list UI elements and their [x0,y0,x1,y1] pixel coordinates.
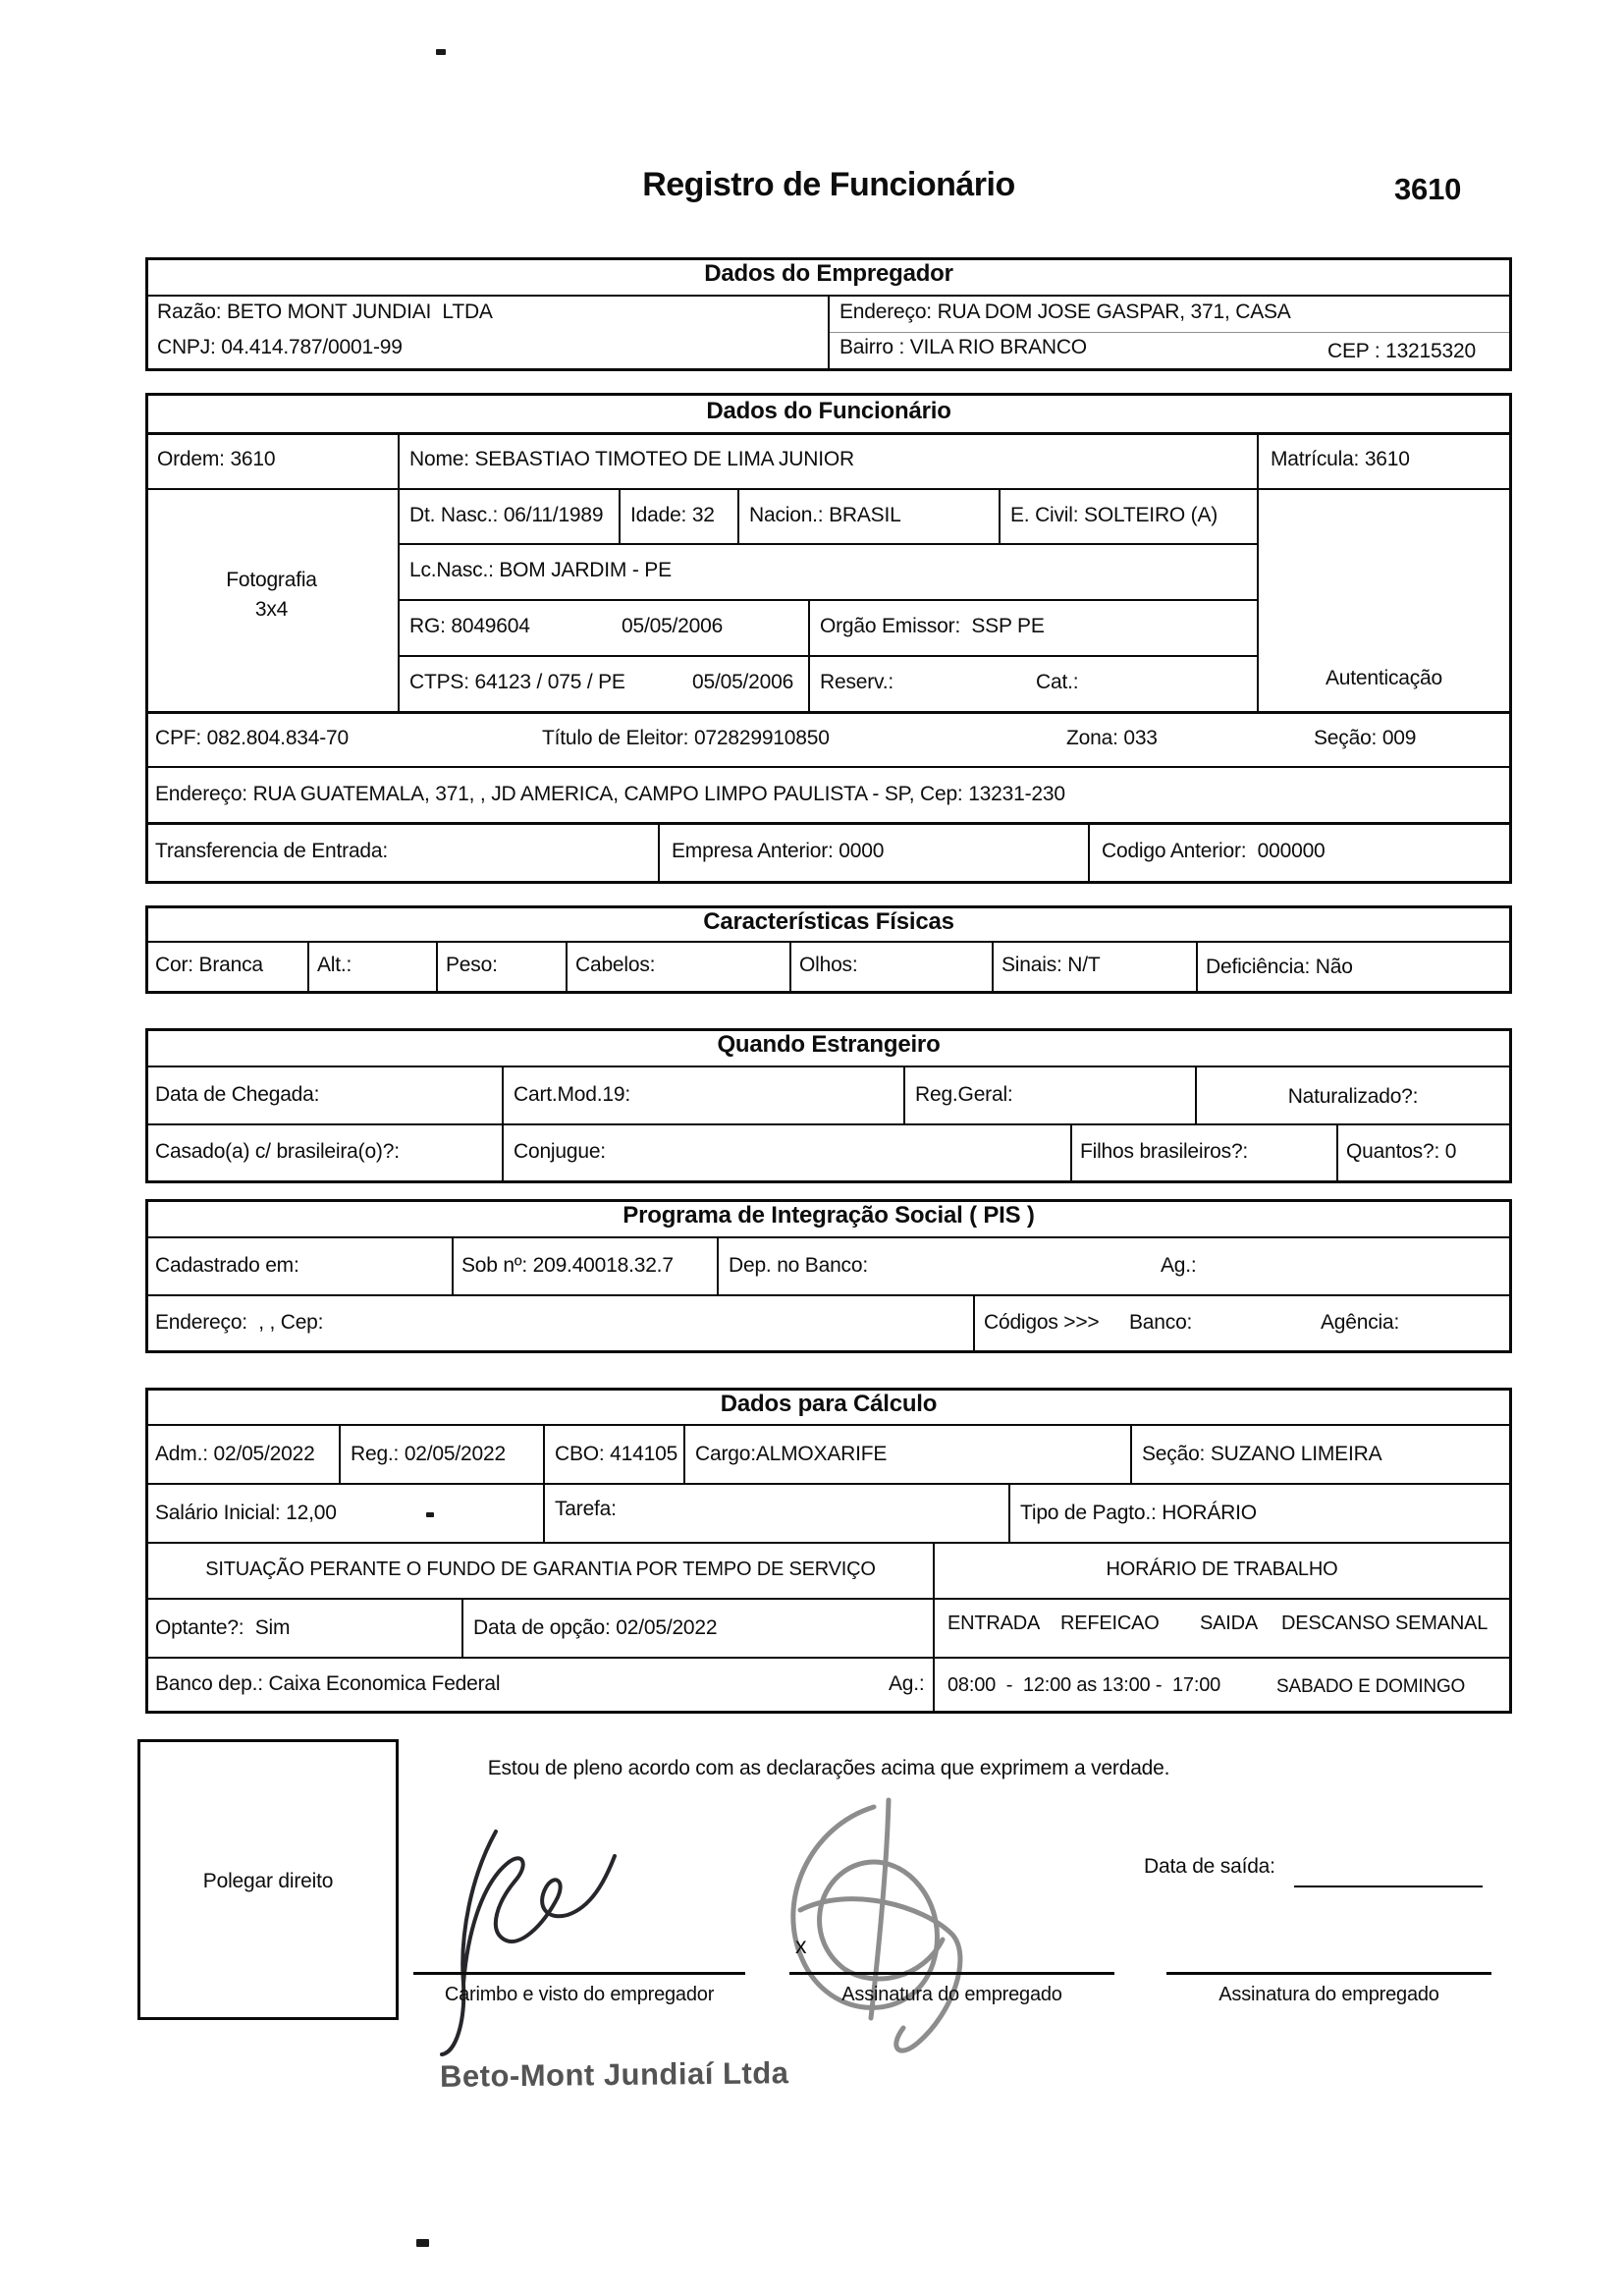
funcionario-transferencia: Transferencia de Entrada: [155,840,389,862]
estrangeiro-conjugue: Conjugue: [514,1140,606,1163]
page-title: Registro de Funcionário [642,166,1015,203]
grid-line [808,599,810,711]
carimbo-label: Carimbo e visto do empregador [444,1984,715,2005]
grid-line [145,1483,1512,1485]
estrangeiro-casado: Casado(a) c/ brasileira(o)?: [155,1140,400,1163]
pis-agencia: Agência: [1321,1311,1400,1334]
horario-trabalho-header: HORÁRIO DE TRABALHO [1106,1558,1338,1580]
grid-line [145,1066,1512,1067]
grid-line [658,822,660,881]
x-mark: x [795,1933,807,1958]
funcionario-titulo-eleitor: Título de Eleitor: 072829910850 [542,727,830,749]
grid-line [717,1236,719,1296]
calculo-cbo: CBO: 414105 [555,1443,678,1465]
funcionario-ctps-data: 05/05/2006 [692,671,794,693]
grid-line [145,488,1512,490]
funcionario-orgao-emissor: Orgão Emissor: SSP PE [820,615,1045,637]
calculo-ag: Ag.: [889,1672,925,1695]
estrangeiro-quantos: Quantos?: 0 [1346,1140,1457,1163]
empregador-endereco: Endereço: RUA DOM JOSE GASPAR, 371, CASA [839,301,1291,323]
grid-line [145,766,1512,768]
grid-line [398,432,400,711]
grid-line [1336,1123,1338,1182]
fgts-header: SITUAÇÃO PERANTE O FUNDO DE GARANTIA POR TEMPO DE SERVIÇO [205,1558,876,1580]
declaracao-text: Estou de pleno acordo com as declarações acima que exprimem a verdade. [487,1757,1170,1779]
pis-codigos: Códigos >>> [984,1311,1100,1334]
scan-speck [416,2239,429,2247]
empregador-bairro: Bairro : VILA RIO BRANCO [839,336,1087,358]
grid-line [145,1294,1512,1296]
grid-line [566,941,568,993]
calculo-cargo: Cargo:ALMOXARIFE [695,1443,888,1465]
funcionario-rg-data: 05/05/2006 [622,615,724,637]
employer-signature [412,1817,658,2062]
funcionario-zona: Zona: 033 [1066,727,1158,749]
grid-line [619,488,621,545]
grid-line [145,1542,1512,1544]
grid-line [145,368,1512,371]
caracteristicas-deficiencia: Deficiência: Não [1206,956,1353,978]
caracteristicas-sinais: Sinais: N/T [1001,954,1101,976]
signature-line-employee-2 [1166,1972,1491,1975]
pis-sob-no: Sob nº: 209.40018.32.7 [461,1254,674,1277]
grid-line [1008,1483,1010,1544]
grid-line [145,1711,1512,1714]
fotografia-label: Fotografia [226,569,317,591]
scan-speck [426,1512,434,1517]
grid-line [145,1180,1512,1183]
calculo-salario: Salário Inicial: 12,00 [155,1502,337,1524]
grid-line [339,1424,341,1485]
grid-line [683,1424,685,1485]
grid-line [145,1350,1512,1353]
horario-col-saida: SAIDA [1200,1613,1259,1634]
funcionario-e-civil: E. Civil: SOLTEIRO (A) [1010,504,1218,526]
calculo-data-opcao: Data de opção: 02/05/2022 [473,1616,718,1639]
grid-line [145,941,1512,943]
funcionario-header: Dados do Funcionário [706,398,951,424]
data-saida-underline [1294,1886,1483,1887]
pis-ag: Ag.: [1161,1254,1197,1277]
grid-line [1070,1123,1072,1182]
grid-line [145,393,148,884]
grid-line [502,1123,504,1182]
grid-line [145,1123,1512,1125]
grid-line [828,295,830,368]
caracteristicas-header: Características Físicas [703,908,954,935]
scan-speck [436,49,446,55]
horario-col-descanso: DESCANSO SEMANAL [1281,1613,1489,1634]
funcionario-ctps: CTPS: 64123 / 075 / PE [409,671,625,693]
grid-line [145,393,1512,396]
grid-line [1130,1424,1132,1485]
grid-line [830,332,1509,333]
caracteristicas-peso: Peso: [446,954,498,976]
grid-line [461,1598,463,1659]
autenticacao-label: Autenticação [1325,667,1443,689]
signature-line-employer [413,1972,745,1975]
pis-header: Programa de Integração Social ( PIS ) [623,1202,1035,1229]
calculo-tipo-pagto: Tipo de Pagto.: HORÁRIO [1020,1502,1257,1524]
grid-line [145,1424,1512,1426]
pis-cadastrado: Cadastrado em: [155,1254,299,1277]
grid-line [145,822,1512,825]
descanso-valor: SABADO E DOMINGO [1276,1676,1466,1697]
funcionario-lc-nasc: Lc.Nasc.: BOM JARDIM - PE [409,559,672,581]
grid-line [398,543,1259,545]
funcionario-secao: Seção: 009 [1314,727,1417,749]
calculo-header: Dados para Cálculo [720,1391,938,1417]
grid-line [502,1066,504,1125]
assinatura-label-2: Assinatura do empregado [1218,1984,1439,2005]
grid-line [398,599,1259,601]
calculo-secao: Seção: SUZANO LIMEIRA [1142,1443,1382,1465]
funcionario-nome: Nome: SEBASTIAO TIMOTEO DE LIMA JUNIOR [409,448,854,470]
empregador-header: Dados do Empregador [704,260,953,287]
empregador-razao: Razão: BETO MONT JUNDIAI LTDA [157,301,493,323]
grid-line [145,711,1512,714]
calculo-banco-dep: Banco dep.: Caixa Economica Federal [155,1672,501,1695]
funcionario-matricula: Matrícula: 3610 [1271,448,1410,470]
grid-line [1088,822,1090,881]
grid-line [789,941,791,993]
polegar-label: Polegar direito [202,1870,334,1892]
funcionario-empresa-anterior: Empresa Anterior: 0000 [672,840,885,862]
fotografia-size-label: 3x4 [254,598,289,621]
funcionario-cat: Cat.: [1036,671,1079,693]
grid-line [145,1598,1512,1600]
estrangeiro-cart-mod: Cart.Mod.19: [514,1083,630,1106]
grid-line [1509,393,1512,884]
funcionario-reserv: Reserv.: [820,671,894,693]
grid-line [145,432,1512,435]
grid-line [737,488,739,545]
grid-line [307,941,309,993]
grid-line [1196,941,1198,993]
grid-line [1509,1388,1512,1714]
grid-line [145,881,1512,884]
data-saida-label: Data de saída: [1144,1855,1275,1878]
funcionario-dt-nasc: Dt. Nasc.: 06/11/1989 [409,504,604,526]
estrangeiro-data-chegada: Data de Chegada: [155,1083,320,1106]
grid-line [999,488,1001,545]
calculo-tarefa: Tarefa: [555,1498,617,1520]
funcionario-cpf: CPF: 082.804.834-70 [155,727,350,749]
pis-dep-banco: Dep. no Banco: [729,1254,868,1277]
pis-endereco: Endereço: , , Cep: [155,1311,324,1334]
calculo-adm: Adm.: 02/05/2022 [155,1443,315,1465]
estrangeiro-header: Quando Estrangeiro [717,1031,941,1058]
page-number: 3610 [1394,172,1462,206]
grid-line [973,1294,975,1350]
estrangeiro-naturalizado: Naturalizado?: [1287,1085,1419,1108]
signature-line-employee-1 [789,1972,1114,1975]
company-stamp: Beto-Mont Jundiaí Ltda [439,2055,789,2094]
grid-line [992,941,994,993]
caracteristicas-alt: Alt.: [317,954,352,976]
caracteristicas-olhos: Olhos: [799,954,858,976]
grid-line [145,991,1512,994]
grid-line [543,1424,545,1544]
grid-line [903,1066,905,1125]
grid-line [145,1657,1512,1659]
grid-line [452,1236,454,1296]
funcionario-codigo-anterior: Codigo Anterior: 000000 [1102,840,1326,862]
estrangeiro-reg-geral: Reg.Geral: [915,1083,1013,1106]
horario-col-refeicao: REFEICAO [1060,1613,1160,1634]
funcionario-ordem: Ordem: 3610 [157,448,276,470]
employee-signature [741,1792,987,2087]
calculo-reg: Reg.: 02/05/2022 [351,1443,506,1465]
empregador-cnpj: CNPJ: 04.414.787/0001-99 [157,336,403,358]
assinatura-label-1: Assinatura do empregado [841,1984,1062,2005]
horario-col-entrada: ENTRADA [947,1613,1041,1634]
funcionario-nacion: Nacion.: BRASIL [749,504,901,526]
pis-banco: Banco: [1129,1311,1193,1334]
horario-valor: 08:00 - 12:00 as 13:00 - 17:00 [947,1674,1221,1696]
calculo-optante: Optante?: Sim [155,1616,291,1639]
funcionario-endereco: Endereço: RUA GUATEMALA, 371, , JD AMERICA, CAMPO LIMPO PAULISTA - SP, Cep: 13231-230 [155,783,1065,805]
empregador-cep: CEP : 13215320 [1327,340,1476,362]
grid-line [436,941,438,993]
funcionario-rg: RG: 8049604 [409,615,530,637]
caracteristicas-cor: Cor: Branca [155,954,263,976]
grid-line [398,655,1259,657]
estrangeiro-filhos: Filhos brasileiros?: [1080,1140,1249,1163]
caracteristicas-cabelos: Cabelos: [575,954,656,976]
grid-line [145,1388,148,1714]
funcionario-idade: Idade: 32 [630,504,715,526]
grid-line [145,1236,1512,1238]
